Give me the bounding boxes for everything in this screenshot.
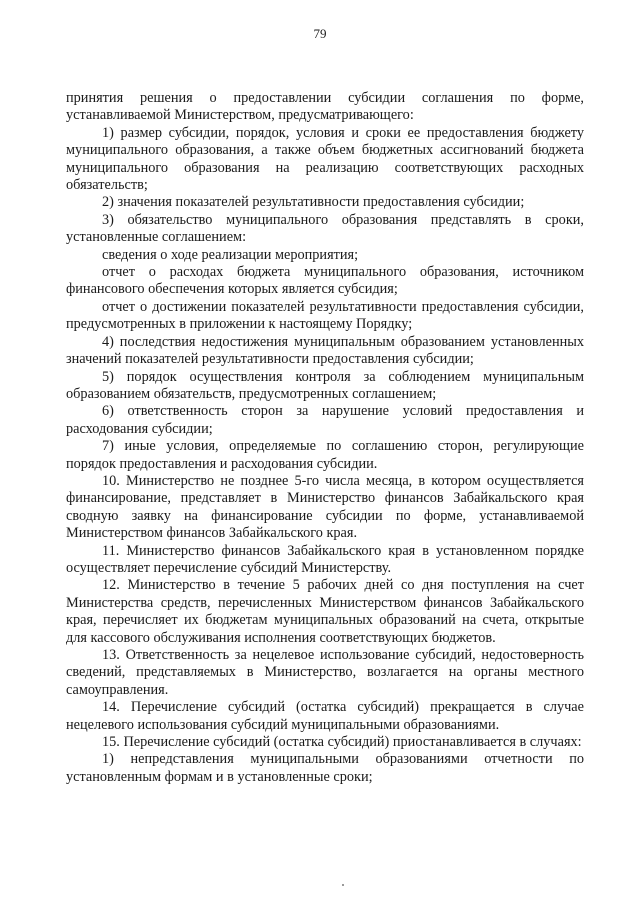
page-number: 79 [313,26,327,41]
paragraph-item-2-indicators: 2) значения показателей результативности предоставления субсидии; [102,194,525,211]
paragraph-expense-report: отчет о расходах бюджета муниципального образования, источником финансового обеспечения которых является субсидия; [66,264,584,298]
document-body [66,90,584,786]
paragraph-item-7-other-terms: 7) иные условия, определяемые по соглашению сторон, регулирующие порядок предоставления и расходования субсидии. [66,438,584,472]
paragraph-section-12: 12. Министерство в течение 5 рабочих дней со дня поступления на счет Министерства средств, перечисленных Министерством финансов Забайкальского края, перечисляет их бюджетам муниципальных образований на счета, открытые для кассового обслуживания исполнения соответствующих бюджетов. [66,577,584,646]
paragraph-section-13: 13. Ответственность за нецелевое использование субсидий, недостоверность сведений, представляемых в Министерство, возлагается на органы местного самоуправления. [66,647,584,698]
paragraph-section-11: 11. Министерство финансов Забайкальского края в установленном порядке осуществляет перечисление субсидий Министерству. [66,542,584,576]
scan-speck [342,884,344,886]
paragraph-progress-info: сведения о ходе реализации мероприятия; [102,246,359,263]
paragraph-item-5-control: 5) порядок осуществления контроля за соблюдением муниципальным образованием обязательств, предусмотренных соглашением; [66,368,584,402]
paragraph-item-1-subsidy-size: 1) размер субсидии, порядок, условия и сроки ее предоставления бюджету муниципального образования, а также объем бюджетных ассигнований бюджета муниципального образования на реализацию соответствующих расходных обязательств; [66,124,584,194]
paragraph-item-3-obligation: 3) обязательство муниципального образования представлять в сроки, установленные соглашением: [66,211,584,246]
paragraph-section-15: 15. Перечисление субсидий (остатка субсидий) приостанавливается в случаях: [102,734,582,751]
paragraph-agreement-intro: принятия решения о предоставлении субсидии соглашения по форме, устанавливаемой Министерством, предусматривающего: [66,90,584,124]
paragraph-item-6-responsibility: 6) ответственность сторон за нарушение условий предоставления и расходования субсидии; [66,403,584,437]
paragraph-section-10: 10. Министерство не позднее 5-го числа месяца, в котором осуществляется финансирование, представляет в Министерство финансов Забайкальского края сводную заявку на финансирование субсидии по форме, устанавливаемой Министерством финансов Забайкальского края. [66,472,584,542]
paragraph-item-4-consequences: 4) последствия недостижения муниципальным образованием установленных значений показателей результативности предоставления субсидии; [66,333,584,368]
paragraph-section-15-item-1: 1) непредставления муниципальными образованиями отчетности по установленным формам и в установленные сроки; [66,751,584,785]
paragraph-section-14: 14. Перечисление субсидий (остатка субсидий) прекращается в случае нецелевого использования субсидий муниципальными образованиями. [66,699,584,733]
paragraph-achievement-report: отчет о достижении показателей результативности предоставления субсидии, предусмотренных в приложении к настоящему Порядку; [66,298,584,333]
